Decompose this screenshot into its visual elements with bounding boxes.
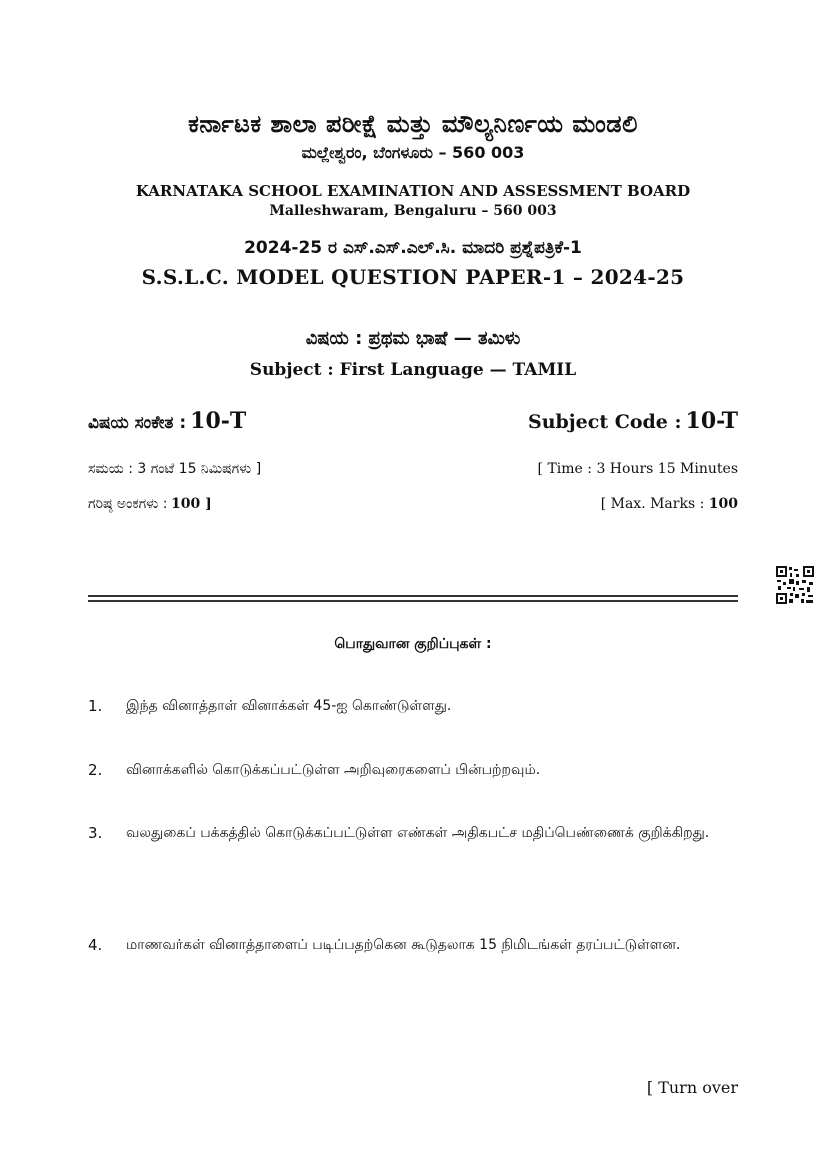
time-row [88, 461, 738, 483]
subject-code-english-label: Subject Code : [527, 411, 682, 433]
instruction-text: மாணவர்கள் வினாத்தாளைப் படிப்பதற்கென கூடுதலாக 15 நிமிடங்கள் தரப்பட்டுள்ளன. [126, 937, 681, 953]
marks-kannada-label: ಗರಿಷ್ಠ ಅಂಕಗಳು : [88, 496, 168, 512]
subject-kannada: ವಿಷಯ : ಪ್ರಥಮ ಭಾಷೆ — ತಮಿಳು [305, 328, 521, 349]
instruction-number: 4. [88, 936, 103, 954]
instruction-text: வலதுகைப் பக்கத்தில் கொடுக்கப்பட்டுள்ள எண்கள் அதிகபட்ச மதிப்பெண்ணைக் குறிக்கிறது. [126, 825, 710, 841]
instruction-number: 2. [88, 761, 103, 779]
subject-code-english [528, 408, 738, 434]
header-divider-top [88, 595, 738, 597]
subject-code-kannada-value: 10-T [190, 408, 247, 434]
paper-title-kannada: 2024-25 ರ ಎಸ್.ಎಸ್.ಎಲ್.ಸಿ. ಮಾದರಿ ಪ್ರಶ್ನೆಪತ್ರಿಕೆ-1 [244, 238, 582, 258]
marks-kannada-value: 100 ] [170, 496, 212, 512]
marks-kannada [88, 496, 212, 513]
board-title-kannada: ಕರ್ನಾಟಕ ಶಾಲಾ ಪರೀಕ್ಷೆ ಮತ್ತು ಮೌಲ್ಯನಿರ್ಣಯ ಮಂಡಲಿ [188, 110, 638, 138]
paper-title-english: S.S.L.C. MODEL QUESTION PAPER-1 – 2024-25 [141, 265, 685, 289]
header-divider-bottom [88, 600, 738, 602]
marks-english-label: [ Max. Marks : [600, 496, 705, 512]
instruction-text: வினாக்களில் கொடுக்கப்பட்டுள்ள அறிவுரைகளைப் பின்பற்றவும். [126, 762, 541, 778]
marks-english-value: 100 [708, 496, 738, 512]
marks-row [88, 496, 738, 518]
board-title-english: KARNATAKA SCHOOL EXAMINATION AND ASSESSMENT BOARD [135, 182, 691, 200]
board-address-kannada: ಮಲ್ಲೇಶ್ವರಂ, ಬೆಂಗಳೂರು – 560 003 [301, 143, 525, 162]
instruction-number: 3. [88, 824, 103, 842]
marks-english [601, 496, 738, 512]
instruction-text: இந்த வினாத்தாள் வினாக்கள் 45-ஐ கொண்டுள்ளது. [126, 698, 452, 714]
subject-code-english-value: 10-T [685, 408, 738, 434]
time-kannada: ಸಮಯ : 3 ಗಂಟೆ 15 ನಿಮಿಷಗಳು ] [88, 461, 262, 477]
time-english: [ Time : 3 Hours 15 Minutes [537, 461, 738, 477]
turn-over-note: [ Turn over [646, 1078, 738, 1097]
instruction-number: 1. [88, 697, 103, 715]
qr-code-icon [775, 565, 815, 605]
subject-code-row [88, 408, 738, 442]
instructions-heading: பொதுவான குறிப்புகள் : [334, 636, 492, 652]
subject-english: Subject : First Language — TAMIL [249, 360, 577, 380]
subject-code-kannada-label: ವಿಷಯ ಸಂಕೇತ : [88, 413, 187, 433]
subject-code-kannada [88, 408, 246, 434]
board-address-english: Malleshwaram, Bengaluru – 560 003 [269, 203, 557, 219]
